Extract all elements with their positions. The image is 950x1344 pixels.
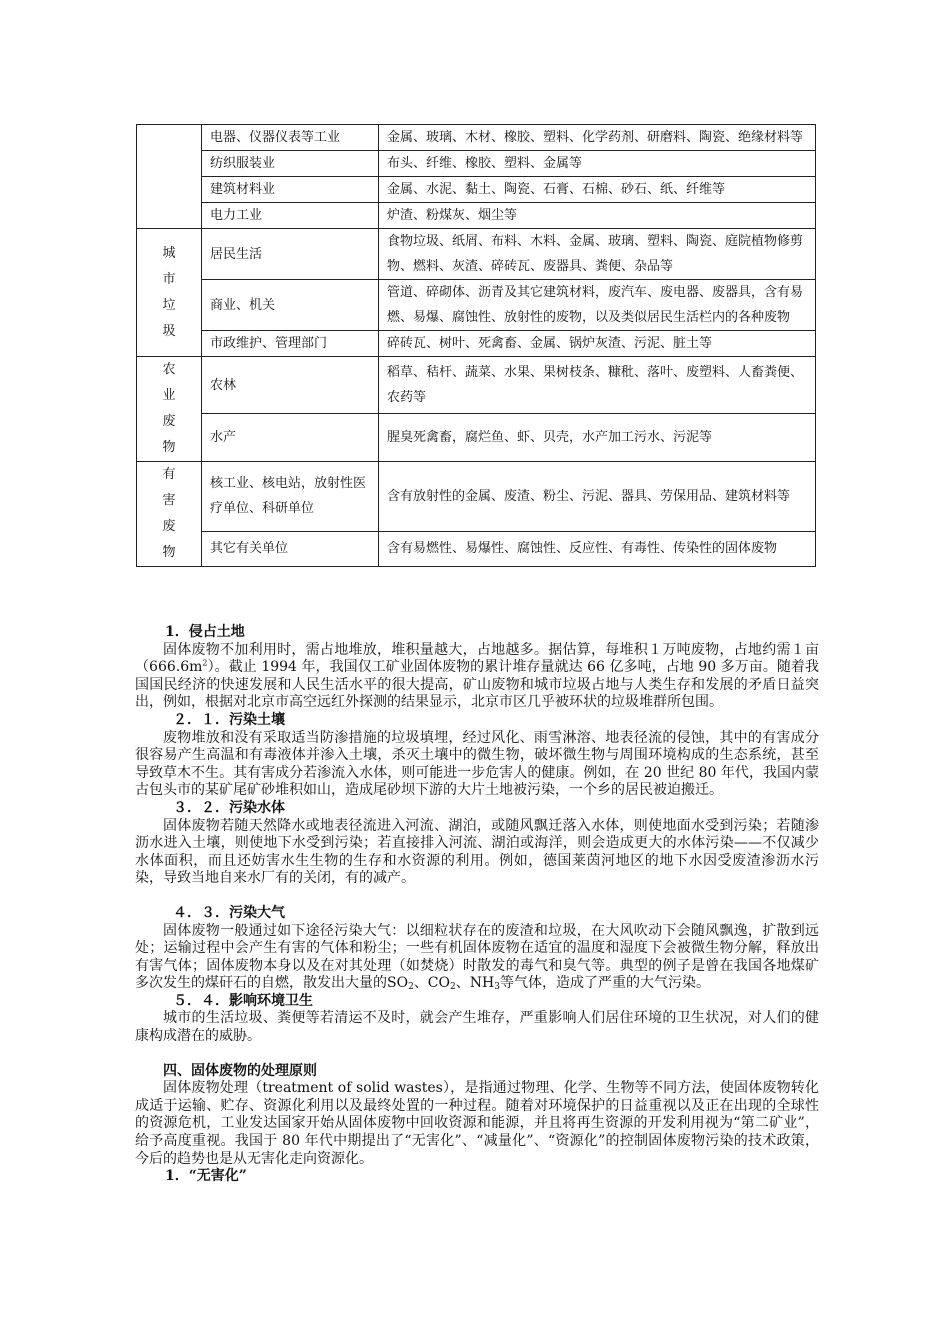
category-char: 市 [162, 271, 176, 287]
source-cell: 农林 [202, 357, 379, 414]
category-char: 圾 [162, 323, 176, 339]
table-row [137, 229, 816, 280]
table-row [137, 203, 816, 229]
source-cell: 电器、仪器仪表等工业 [202, 125, 379, 151]
category-char: 害 [162, 493, 176, 508]
category-cell-hazardous-waste [137, 462, 202, 567]
table-row [137, 151, 816, 177]
text-span: 固体废物不加利用时，需占地堆放，堆积量越大，占地越多。据估算，每堆积１万吨废物，占地约需１亩（666.6m [135, 641, 819, 676]
table-row [137, 531, 816, 566]
content-cell: 金属、玻璃、木材、橡胶、塑料、化学药剂、研磨料、陶瓷、绝缘材料等 [379, 125, 816, 151]
content-cell: 食物垃圾、纸屑、布料、木料、金属、玻璃、塑料、陶瓷、庭院植物修剪物、燃料、灰渣、碎砖瓦、废器具、粪便、杂品等 [379, 229, 816, 280]
table-row [137, 280, 816, 331]
source-cell: 水产 [202, 414, 379, 462]
content-cell: 含有易燃性、易爆性、腐蚀性、反应性、有毒性、传染性的固体废物 [379, 531, 816, 566]
heading-air-pollution: ４．３．污染大气 [173, 904, 285, 921]
source-cell: 居民生活 [202, 229, 379, 280]
category-cell-urban-waste [137, 229, 202, 357]
table-row [137, 462, 816, 532]
category-char: 有 [162, 467, 176, 482]
document-body [135, 624, 819, 1186]
category-char: 垃 [162, 297, 176, 313]
text-span: ）。截止 1994 年，我国仅工矿业固体废物的累计堆存量就达 66 亿多吨，占地 90 多万亩。随着我国国民经济的快速发展和人民生活水平的很大提高，矿山废物和城市垃圾占地与人类生存和发展的矛盾日益突出，例如，根据对北京市高空远红外探测的结果显示，北京市区几乎被环状的垃圾堆群所包围。 [135, 659, 819, 711]
text-span: SO [387, 975, 409, 992]
content-cell: 炉渣、粉煤灰、烟尘等 [379, 203, 816, 229]
paragraph-environmental-hygiene: 城市的生活垃圾、粪便等若清运不及时，就会产生堆存，严重影响人们居住环境的卫生状况，对人们的健康构成潜在的威胁。 [135, 1010, 819, 1045]
spacer [135, 888, 819, 905]
text-span: 、CO [413, 975, 451, 992]
source-cell: 其它有关单位 [202, 531, 379, 566]
content-cell: 腥臭死禽畜，腐烂鱼、虾、贝壳，水产加工污水、污泥等 [379, 414, 816, 462]
subscript: 2 [450, 982, 456, 993]
paragraph-treatment-principles: 固体废物处理（treatment of solid wastes），是指通过物理、化学、生物等不同方法，使固体废物转化成适于运输、贮存、资源化利用以及最终处置的一种过程。随着对环境保护的日益重视以及正在出现的全球性的资源危机，工业发达国家开始从固体废物中回收资源和能源，并且将再生资源的开发利用视为“第二矿业”，给予高度重视。我国于 80 年代中期提出了“无害化”、“减量化”、“资源化”的控制固体废物污染的技术政策，今后的趋势也是从无害化走向资源化。 [135, 1080, 819, 1167]
category-char: 废 [162, 519, 176, 534]
content-cell: 碎砖瓦、树叶、死禽畜、金属、锅炉灰渣、污泥、脏土等 [379, 331, 816, 357]
category-char: 物 [162, 440, 176, 455]
paragraph-soil-pollution: 废物堆放和没有采取适当防渗措施的垃圾填埋，经过风化、雨雪淋溶、地表径流的侵蚀，其中的有害成分很容易产生高温和有毒液体并渗入土壤，杀灭土壤中的微生物，破坏微生物与周围环境构成的生态系统，甚至导致草木不生。其有害成分若渗流入水体，则可能进一步危害人的健康。例如，在 20 世纪 80 年代，我国内蒙古包头市的某矿尾矿砂堆积如山，造成尾砂坝下游的大片土地被污染，一个乡的居民被迫搬迁。 [135, 729, 819, 799]
table-row [137, 331, 816, 357]
paragraph-water-pollution: 固体废物若随天然降水或地表径流进入河流、湖泊，或随风飘迁落入水体，则使地面水受到污染；若随渗沥水进入土壤，则使地下水受到污染；若直接排入河流、湖泊或海洋，则会造成更大的水体污染——不仅减少水体面积，而且还妨害水生生物的生存和水资源的利用。例如，德国莱茵河地区的地下水因受废渣渗沥水污染，导致当地自来水厂有的关闭，有的减产。 [135, 817, 819, 887]
source-cell: 商业、机关 [202, 280, 379, 331]
heading-harmless: 1．“无害化” [165, 1168, 247, 1185]
subscript: 3 [494, 982, 500, 993]
content-cell: 稻草、秸杆、蔬菜、水果、果树枝条、糠秕、落叶、废塑料、人畜粪便、农药等 [379, 357, 816, 414]
text-span: 固体废物一般通过如下途径污染大气：以细粒状存在的废渣和垃圾，在大风吹动下会随风飘逸，扩散到远处；运输过程中会产生有害的气体和粉尘；一些有机固体废物在适宜的温度和湿度下会被微生物分解，释放出有害气体；固体废物本身以及在对其处理（如焚烧）时散发的毒气和臭气等。典型的例子是曾在我国各地煤矿多次发生的煤矸石的自燃，散发出大量的 [135, 922, 819, 992]
category-char: 农 [162, 362, 176, 377]
category-char: 物 [162, 545, 176, 560]
text-span: 等气体，造成了严重的大气污染。 [499, 975, 710, 992]
heading-environmental-hygiene: ５．４．影响环境卫生 [173, 992, 313, 1009]
superscript: 2 [202, 658, 208, 668]
paragraph-land-occupation [135, 642, 819, 712]
waste-classification-table [136, 124, 816, 567]
category-char: 业 [162, 388, 176, 403]
heading-land-occupation: 1．侵占土地 [165, 624, 245, 640]
source-cell: 电力工业 [202, 203, 379, 229]
category-char: 废 [162, 414, 176, 429]
source-cell: 建筑材料业 [202, 177, 379, 203]
table-row [137, 414, 816, 462]
category-char: 城 [162, 245, 176, 261]
heading-treatment-principles: 四、固体废物的处理原则 [163, 1062, 317, 1079]
category-cell-agricultural-waste [137, 357, 202, 462]
table-row [137, 125, 816, 151]
source-cell: 核工业、核电站，放射性医疗单位、科研单位 [202, 462, 379, 532]
content-cell: 布头、纤维、橡胶、塑料、金属等 [379, 151, 816, 177]
table-row [137, 357, 816, 414]
content-cell: 金属、水泥、黏土、陶瓷、石膏、石棉、砂石、纸、纤维等 [379, 177, 816, 203]
category-cell-industrial [137, 125, 202, 229]
text-span: 、NH [455, 975, 495, 992]
paragraph-air-pollution [135, 923, 819, 993]
heading-soil-pollution: ２．１．污染土壤 [173, 711, 285, 728]
heading-water-pollution: ３．２．污染水体 [173, 799, 285, 816]
content-cell: 含有放射性的金属、废渣、粉尘、污泥、器具、劳保用品、建筑材料等 [379, 462, 816, 532]
content-cell: 管道、碎砌体、沥青及其它建筑材料，废汽车、废电器、废器具，含有易燃、易爆、腐蚀性、放射性的废物，以及类似居民生活栏内的各种废物 [379, 280, 816, 331]
subscript: 2 [408, 982, 414, 993]
source-cell: 市政维护、管理部门 [202, 331, 379, 357]
source-cell: 纺织服装业 [202, 151, 379, 177]
table-row [137, 177, 816, 203]
